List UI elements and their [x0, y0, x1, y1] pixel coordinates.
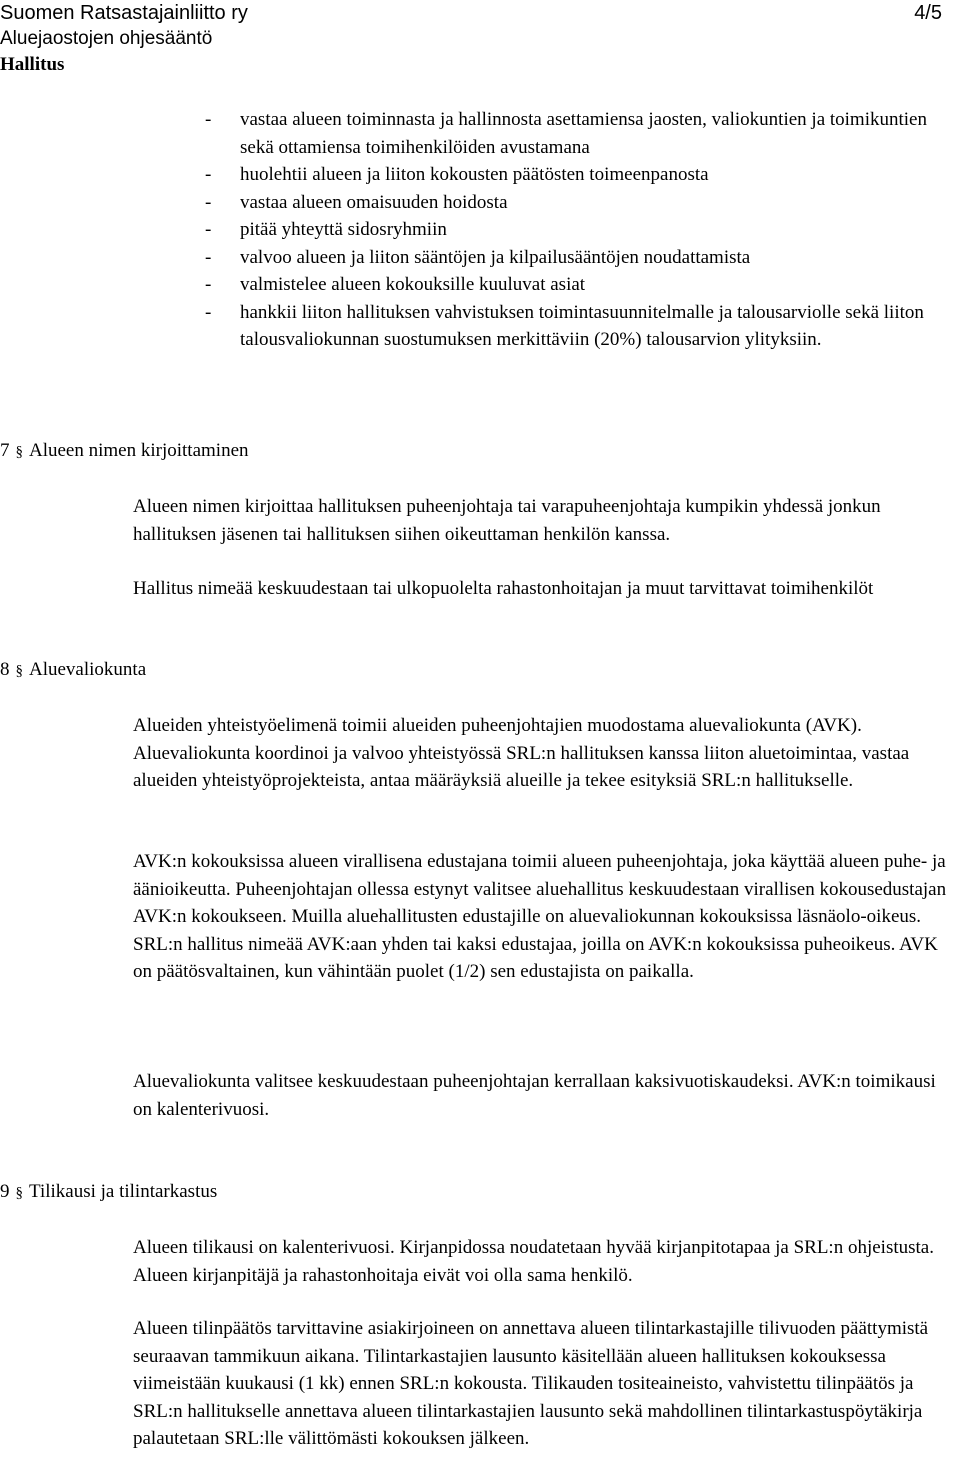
- section-9-paragraph-1: Alueen tilikausi on kalenterivuosi. Kirjanpidossa noudatetaan hyvää kirjanpitotapaa ja SRL:n ohjeistusta. Alueen kirjanpitäjä ja rahastonhoitaja eivät voi olla sama henkilö.: [133, 1237, 934, 1286]
- section-8-paragraph-1: Alueiden yhteistyöelimenä toimii alueiden puheenjohtajien muodostama aluevaliokunta (AVK). Aluevaliokunta koordinoi ja valvoo yhteistyössä SRL:n hallituksen kanssa liiton aluetoimintaa, vastaa alueiden yhteistyöprojekteista, antaa määräyksiä alueille ja tekee esityksiä SRL:n hallitukselle.: [133, 715, 910, 791]
- section-number: 7: [0, 440, 10, 461]
- section-label: Hallitus: [0, 54, 65, 75]
- section-7-paragraph-1: Alueen nimen kirjoittaa hallituksen puheenjohtaja tai varapuheenjohtaja kumpikin yhdessä jonkun hallituksen jäsenen tai hallituksen siihen oikeuttaman henkilön kanssa.: [133, 496, 881, 545]
- list-dash: -: [205, 191, 212, 213]
- section-title: Alueen nimen kirjoittaminen: [29, 440, 249, 461]
- hallitus-duties-list: [205, 106, 955, 354]
- section-9-paragraph-2: Alueen tilinpäätös tarvittavine asiakirjoineen on annettava alueen tilintarkastajille tilivuoden päättymistä seuraavan tammikuun aikana. Tilintarkastajien lausunto käsitellään alueen hallituksen kokouksessa viimeistään kuukausi (1 kk) ennen SRL:n kokousta. Tilikauden tositeaineisto, vahvistettu tilinpäätös ja SRL:n hallitukselle annettava alueen tilintarkastajien lausunto sekä mahdollinen tilintarkastuspöytäkirja palautetaan SRL:lle välittömästi kokouksen jälkeen.: [133, 1318, 929, 1449]
- list-item-text: pitää yhteyttä sidosryhmiin: [240, 219, 447, 240]
- section-sign: §: [15, 1185, 23, 1201]
- section-number: 8: [0, 659, 10, 680]
- section-7-paragraph-2: Hallitus nimeää keskuudestaan tai ulkopuolelta rahastonhoitajan ja muut tarvittavat toimihenkilöt: [133, 578, 874, 599]
- list-item-text: vastaa alueen toiminnasta ja hallinnosta asettamiensa jaosten, valiokuntien ja toimikuntien sekä ottamiensa toimihenkilöiden avustamana: [240, 109, 927, 158]
- section-sign: §: [15, 663, 23, 679]
- list-dash: -: [205, 109, 212, 130]
- list-item-text: valmistelee alueen kokouksille kuuluvat asiat: [240, 274, 586, 295]
- list-item: [205, 244, 955, 272]
- section-sign: §: [15, 444, 23, 460]
- section-8-heading: [0, 656, 146, 686]
- section-9-heading: [0, 1178, 217, 1208]
- list-item: [205, 161, 955, 189]
- list-item: [205, 216, 955, 244]
- list-dash: -: [205, 219, 212, 240]
- section-8-paragraph-3: Aluevaliokunta valitsee keskuudestaan puheenjohtajan kerrallaan kaksivuotiskaudeksi. AVK:n toimikausi on kalenterivuosi.: [133, 1071, 936, 1120]
- section-number: 9: [0, 1181, 10, 1202]
- list-dash: -: [205, 274, 212, 295]
- list-item-text: vastaa alueen omaisuuden hoidosta: [240, 191, 508, 213]
- section-title: Aluevaliokunta: [29, 659, 147, 680]
- list-dash: -: [205, 164, 212, 185]
- section-8-paragraph-2: AVK:n kokouksissa alueen virallisena edustajana toimii alueen puheenjohtaja, joka käyttää alueen puhe- ja äänioikeutta. Puheenjohtajan ollessa estynyt valitsee aluehallitus keskuudestaan virallisen kokousedustajan AVK:n kokoukseen. Muilla aluehallitusten edustajille on aluevaliokunnan kokouksissa läsnäolo-oikeus. SRL:n hallitus nimeää AVK:aan yhden tai kaksi edustajaa, joilla on AVK:n kokouksissa puheoikeus. AVK on päätösvaltainen, kun vähintään puolet (1/2) sen edustajista on paikalla.: [133, 851, 947, 982]
- section-title: Tilikausi ja tilintarkastus: [29, 1181, 218, 1202]
- list-item: [205, 189, 955, 217]
- list-item: [205, 106, 955, 161]
- document-header: [0, 0, 248, 78]
- list-item: [205, 299, 955, 354]
- document-title: Aluejaostojen ohjesääntö: [0, 28, 213, 49]
- organization-name: Suomen Ratsastajainliitto ry: [0, 2, 248, 24]
- page-number: 4/5: [914, 2, 942, 24]
- list-item-text: hankkii liiton hallituksen vahvistuksen toimintasuunnitelmalle ja talousarviolle sekä liiton talousvaliokunnan suostumuksen merkittäviin (20%) talousarvion ylityksiin.: [240, 301, 924, 350]
- list-item-text: huolehtii alueen ja liiton kokousten päätösten toimeenpanosta: [240, 164, 709, 185]
- list-dash: -: [205, 246, 212, 268]
- list-dash: -: [205, 301, 212, 323]
- list-item-text: valvoo alueen ja liiton sääntöjen ja kilpailusääntöjen noudattamista: [240, 246, 751, 268]
- list-item: [205, 271, 955, 299]
- section-7-heading: [0, 437, 249, 467]
